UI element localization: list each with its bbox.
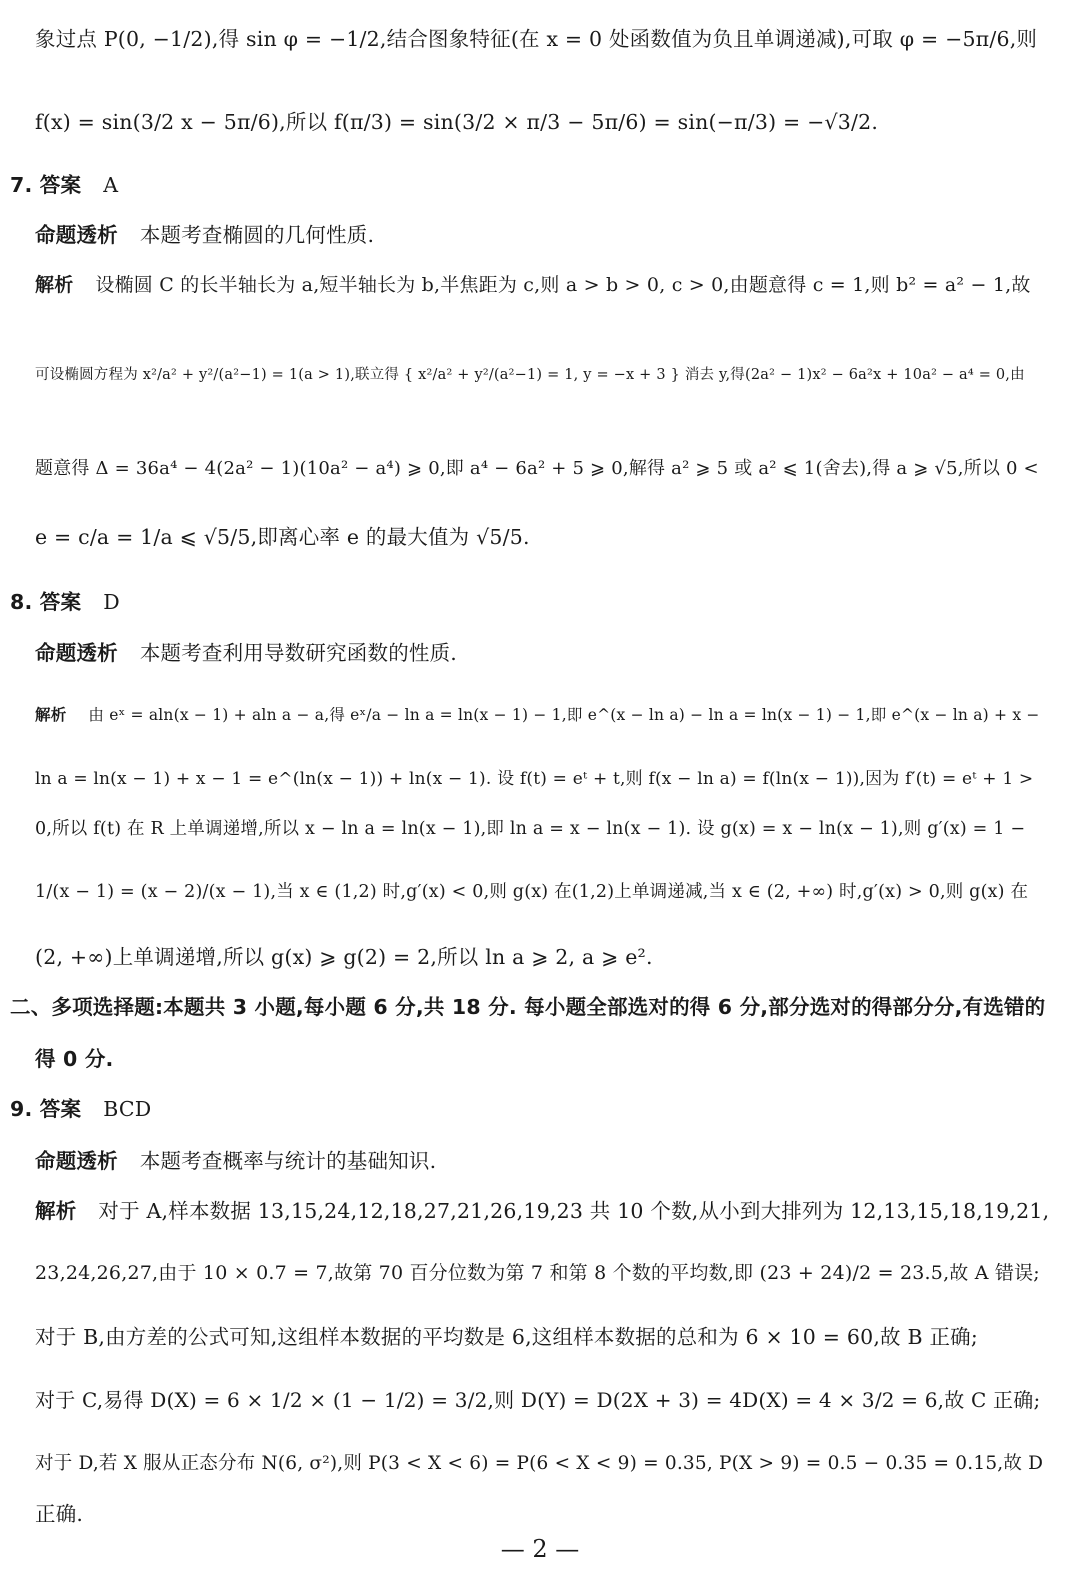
section-text: 对于 A,样本数据 13,15,24,12,18,27,21,26,19,23 共 10 个数,从小到大排列为 12,13,15,18,19,21, [98,1199,1050,1223]
section-text: 本题考查概率与统计的基础知识. [139,1149,437,1173]
text-line: ln a = ln(x − 1) + x − 1 = e^(ln(x − 1)) + ln(x − 1). 设 f(t) = eᵗ + t,则 f(x − ln a) = f(ln(x − 1)),因为 f′(t) = eᵗ + 1 > [35,769,1034,789]
section-label: 命题透析 [35,223,118,247]
text-line: 对于 B,由方差的公式可知,这组样本数据的平均数是 6,这组样本数据的总和为 6 × 10 = 60,故 B 正确; [35,1325,978,1349]
text-line: e = c/a = 1/a ⩽ √5/5,即离心率 e 的最大值为 √5/5. [35,525,530,549]
section-text: 由 eˣ = aln(x − 1) + aln a − a,得 eˣ/a − ln a = ln(x − 1) − 1,即 e^(x − ln a) − ln a = ln(x − 1) − 1,即 e^(x − ln a) + x − [88,706,1040,724]
answer-value: D [103,590,120,614]
answer-line [0,168,1080,202]
section-label: 解析 [35,1199,77,1223]
solution-line [0,698,1080,732]
analysis-line [0,218,1080,252]
section-text: 设椭圆 C 的长半轴长为 a,短半轴长为 b,半焦距为 c,则 a > b > 0, c > 0,由题意得 c = 1,则 b² = a² − 1,故 [95,274,1031,296]
section-text: 本题考查椭圆的几何性质. [139,223,375,247]
section-heading-continued: 得 0 分. [35,1047,114,1071]
solution-line [0,268,1080,302]
answer-value: A [103,173,119,197]
section-label: 命题透析 [35,1149,118,1173]
answer-line [0,585,1080,619]
answer-value: BCD [103,1097,152,1121]
answer-label: 9. 答案 [10,1097,82,1121]
page-number: — 2 — [500,1535,580,1563]
text-line: 象过点 P(0, −1/2),得 sin φ = −1/2,结合图象特征(在 x = 0 处函数值为负且单调递减),可取 φ = −5π/6,则 [35,27,1038,51]
text-line: 0,所以 f(t) 在 R 上单调递增,所以 x − ln a = ln(x − 1),即 ln a = x − ln(x − 1). 设 g(x) = x − ln(x − 1),则 g′(x) = 1 − [35,819,1026,839]
text-line: f(x) = sin(3/2 x − 5π/6),所以 f(π/3) = sin(3/2 × π/3 − 5π/6) = sin(−π/3) = −√3/2. [35,110,879,134]
answer-label: 7. 答案 [10,173,82,197]
solution-line [0,1194,1080,1228]
text-line: 1/(x − 1) = (x − 2)/(x − 1),当 x ∈ (1,2) 时,g′(x) < 0,则 g(x) 在(1,2)上单调递减,当 x ∈ (2, +∞) 时,g′(x) > 0,则 g(x) 在 [35,882,1029,902]
section-heading: 二、多项选择题:本题共 3 小题,每小题 6 分,共 18 分. 每小题全部选对的得 6 分,部分选对的得部分分,有选错的 [10,995,1046,1019]
text-line: 23,24,26,27,由于 10 × 0.7 = 7,故第 70 百分位数为第 7 和第 8 个数的平均数,即 (23 + 24)/2 = 23.5,故 A 错误; [35,1262,1040,1284]
analysis-line [0,636,1080,670]
answer-line [0,1092,1080,1126]
section-label: 解析 [35,706,67,724]
text-line: 正确. [35,1502,84,1526]
analysis-line [0,1144,1080,1178]
text-line: 对于 C,易得 D(X) = 6 × 1/2 × (1 − 1/2) = 3/2,则 D(Y) = D(2X + 3) = 4D(X) = 4 × 3/2 = 6,故 C 正确; [35,1388,1041,1412]
text-line: (2, +∞)上单调递增,所以 g(x) ⩾ g(2) = 2,所以 ln a ⩾ 2, a ⩾ e². [35,945,653,969]
text-line: 可设椭圆方程为 x²/a² + y²/(a²−1) = 1(a > 1),联立得 { x²/a² + y²/(a²−1) = 1, y = −x + 3 } 消去 y,得(2a² − 1)x² − 6a²x + 10a² − a⁴ = 0,由 [35,367,1025,383]
answer-label: 8. 答案 [10,590,82,614]
section-label: 命题透析 [35,641,118,665]
section-text: 本题考查利用导数研究函数的性质. [139,641,458,665]
text-line: 对于 D,若 X 服从正态分布 N(6, σ²),则 P(3 < X < 6) = P(6 < X < 9) = 0.35, P(X > 9) = 0.5 − 0.35 = 0.15,故 D [35,1453,1044,1474]
section-label: 解析 [35,274,74,296]
text-line: 题意得 Δ = 36a⁴ − 4(2a² − 1)(10a² − a⁴) ⩾ 0,即 a⁴ − 6a² + 5 ⩾ 0,解得 a² ⩾ 5 或 a² ⩽ 1(舍去),得 a ⩾ √5,所以 0 < [35,458,1039,479]
